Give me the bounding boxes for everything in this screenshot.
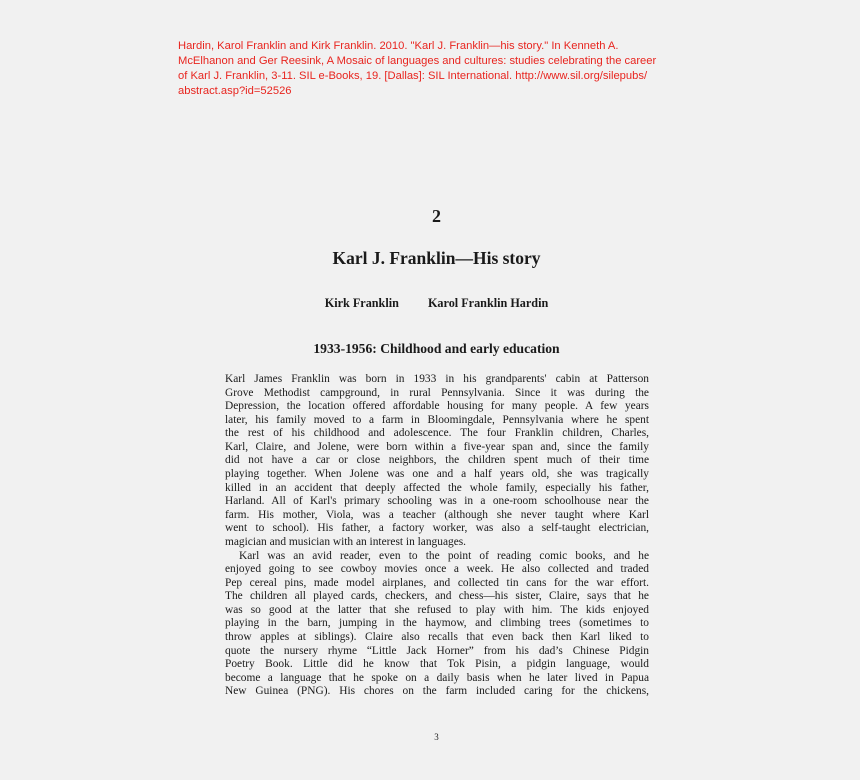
body-line: did not have a car or close neighbors, the children spent much of their time bbox=[225, 454, 649, 467]
body-line: Karl James Franklin was born in 1933 in his grandparents' cabin at Patterson bbox=[225, 373, 649, 385]
chapter-number: 2 bbox=[432, 206, 441, 226]
page-number: 3 bbox=[434, 732, 439, 742]
citation-line: Hardin, Karol Franklin and Kirk Franklin. 2010. "Karl J. Franklin—his story." In Kenneth A. bbox=[178, 40, 619, 52]
body-line: went to school). His father, a factory worker, was also a self-taught electrician, bbox=[225, 522, 649, 535]
body-line: magician and musician with an interest in languages. bbox=[225, 535, 467, 548]
body-line: enjoyed going to see cowboy movies once a week. He also collected and traded bbox=[225, 563, 649, 576]
body-line: later, his family moved to a farm in Bloomingdale, Pennsylvania where he spent bbox=[225, 413, 649, 426]
body-text bbox=[225, 373, 649, 699]
citation-line: McElhanon and Ger Reesink, A Mosaic of languages and cultures: studies celebrating the career bbox=[178, 55, 657, 67]
chapter-title: Karl J. Franklin—His story bbox=[332, 248, 541, 268]
body-line: New Guinea (PNG). His chores on the farm included caring for the chickens, bbox=[225, 685, 649, 698]
body-line: was so good at the latter that she refused to play with him. The kids enjoyed bbox=[225, 603, 649, 616]
body-line: become a language that he spoke on a daily basis when he later lived in Papua bbox=[225, 671, 649, 684]
author-list bbox=[0, 296, 860, 311]
body-line: Grove Methodist campground, in rural Pennsylvania. Since it was during the bbox=[225, 386, 649, 399]
body-line: Karl, Claire, and Jolene, were born within a five-year span and, since the family bbox=[225, 440, 649, 453]
body-line: Pep cereal pins, made model airplanes, and collected tin cans for the war effort. bbox=[225, 576, 649, 589]
body-line: the rest of his childhood and adolescence. The four Franklin children, Charles, bbox=[225, 427, 649, 440]
body-line: playing together. When Jolene was one and a half years old, she was tragically bbox=[225, 468, 649, 481]
body-line: quote the nursery rhyme “Little Jack Horner” from his dad’s Chinese Pidgin bbox=[225, 644, 649, 657]
author-name: Kirk Franklin bbox=[324, 296, 399, 310]
citation-block bbox=[178, 39, 688, 99]
author-name: Karol Franklin Hardin bbox=[427, 296, 549, 310]
body-line: throw apples at siblings). Claire also recalls that even back then Karl liked to bbox=[225, 630, 649, 643]
body-line: playing in the barn, jumping in the haymow, and climbing trees (sometimes to bbox=[225, 617, 649, 630]
body-line: Karl was an avid reader, even to the point of reading comic books, and he bbox=[239, 549, 649, 562]
section-heading: 1933-1956: Childhood and early education bbox=[313, 341, 560, 356]
body-line: Depression, the location offered affordable housing for many people. A few years bbox=[225, 400, 649, 413]
body-line: Harland. All of Karl's primary schooling was in a one-room schoolhouse near the bbox=[225, 495, 649, 508]
body-line: killed in an accident that deeply affected the whole family, especially his father, bbox=[225, 481, 649, 494]
citation-line: of Karl J. Franklin, 3-11. SIL e-Books, 19. [Dallas]: SIL International. http://www.sil.org/silepubs/ bbox=[178, 70, 648, 82]
body-line: farm. His mother, Viola, was a teacher (although she never taught where Karl bbox=[225, 508, 649, 521]
body-line: The children all played cards, checkers, and chess—his sister, Claire, says that he bbox=[225, 590, 649, 603]
body-line: Poetry Book. Little did he know that Tok Pisin, a pidgin language, would bbox=[225, 658, 649, 671]
citation-line: abstract.asp?id=52526 bbox=[178, 85, 292, 97]
